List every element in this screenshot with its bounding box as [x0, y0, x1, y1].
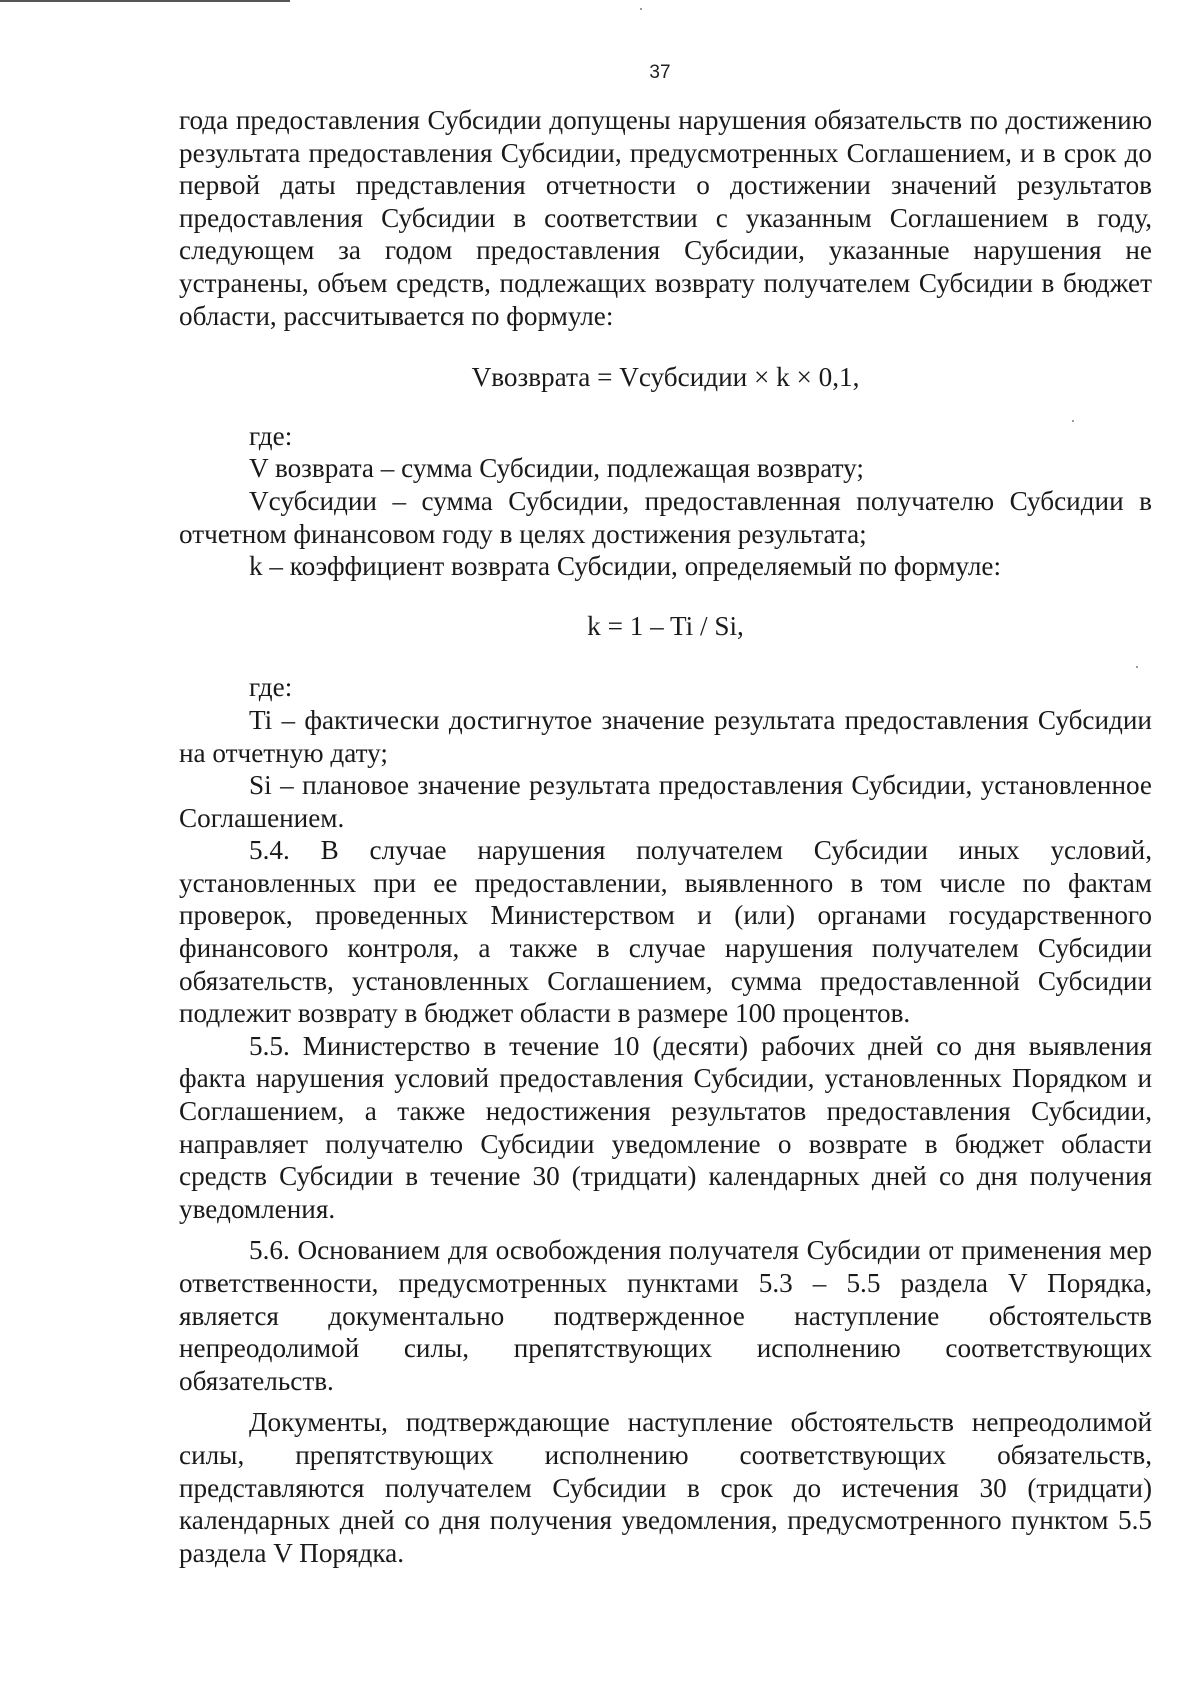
paragraph-continuation: года предоставления Субсидии допущены нарушения обязательств по достижению результата предоставления Субсидии, предусмотренных Соглашением, и в срок до первой даты представления отчетности о достижении значений результатов предоставления Субсидии в соответствии с указанным Соглашением в году, следующем за годом предоставления Субсидии, указанные нарушения не устранены, объем средств, подлежащих возврату получателем Субсидии в бюджет области, рассчитывается по формуле:: [179, 105, 1152, 331]
where-label-2: где:: [249, 672, 293, 703]
formula-return-volume: Vвозврата = Vсубсидии × k × 0,1,: [471, 362, 860, 393]
definition-v-subsidy: Vсубсидии – сумма Субсидии, предоставленная получателю Субсидии в отчетном финансовом году в целях достижения результата;: [179, 485, 1152, 549]
paragraph-5-6: 5.6. Основанием для освобождения получателя Субсидии от применения мер ответственности, предусмотренных пунктами 5.3 – 5.5 раздела V Порядка, является документально подтвержденное наступление обстоятельств непреодолимой силы, препятствующих исполнению соответствующих обязательств.: [179, 1235, 1152, 1396]
document-body: [179, 104, 1152, 1569]
scan-speck: [640, 8, 642, 10]
where-label-1: где:: [249, 420, 293, 451]
scan-speck: [1136, 666, 1138, 668]
page-number: 37: [649, 62, 671, 83]
paragraph-5-4: 5.4. В случае нарушения получателем Субсидии иных условий, установленных при ее предоставлении, выявленного в том числе по фактам проверок, проведенных Министерством и (или) органами государственного финансового контроля, а также в случае нарушения получателем Субсидии обязательств, установленных Соглашением, сумма предоставленной Субсидии подлежит возврату в бюджет области в размере 100 процентов.: [179, 835, 1152, 1029]
definition-k: k – коэффициент возврата Субсидии, определяемый по формуле:: [249, 551, 1002, 582]
definition-v-return: V возврата – сумма Субсидии, подлежащая возврату;: [249, 453, 864, 484]
definition-ti: Ti – фактически достигнутое значение результата предоставления Субсидии на отчетную дату;: [179, 704, 1152, 768]
formula-coefficient-k: k = 1 – Ti / Si,: [587, 610, 744, 641]
scan-speck: [1072, 420, 1074, 422]
scan-edge-line: [0, 0, 290, 2]
paragraph-5-5: 5.5. Министерство в течение 10 (десяти) рабочих дней со дня выявления факта нарушения условий предоставления Субсидии, установленных Порядком и Соглашением, а также недостижения результатов предоставления Субсидии, направляет получателю Субсидии уведомление о возврате в бюджет области средств Субсидии в течение 30 (тридцати) календарных дней со дня получения уведомления.: [179, 1030, 1152, 1224]
definition-si: Si – плановое значение результата предоставления Субсидии, установленное Соглашением.: [179, 770, 1152, 833]
paragraph-force-majeure-documents: Документы, подтверждающие наступление обстоятельств непреодолимой силы, препятствующих исполнению соответствующих обязательств, представляются получателем Субсидии в срок до истечения 30 (тридцати) календарных дней со дня получения уведомления, предусмотренного пунктом 5.5 раздела V Порядка.: [179, 1407, 1152, 1568]
